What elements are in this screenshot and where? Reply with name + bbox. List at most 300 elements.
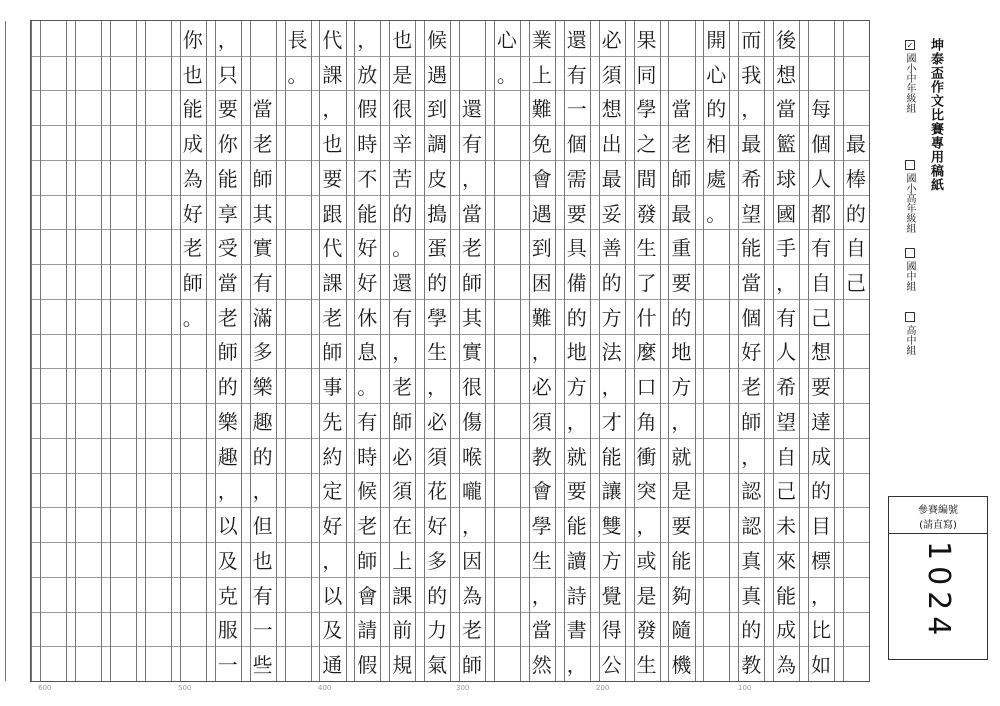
- grid-column: [5, 21, 31, 681]
- manuscript-char: 夠: [671, 583, 692, 608]
- manuscript-char: ，: [322, 548, 343, 573]
- manuscript-char: 遇: [427, 62, 448, 87]
- grid-gap: [171, 21, 180, 681]
- manuscript-char: 也: [252, 548, 273, 573]
- manuscript-char: 很: [462, 375, 482, 400]
- manuscript-char: 都: [811, 201, 831, 226]
- entry-note: (請直寫): [919, 520, 957, 531]
- manuscript-char: 發: [636, 618, 657, 643]
- manuscript-char: 能: [601, 444, 622, 469]
- manuscript-char: 。: [182, 305, 203, 330]
- manuscript-char: 師: [182, 271, 203, 296]
- manuscript-char: 善: [601, 236, 622, 261]
- category-junior-high[interactable]: [902, 248, 917, 291]
- manuscript-char: 希: [741, 166, 762, 191]
- manuscript-char: 望: [776, 409, 797, 434]
- manuscript-char: 以: [322, 583, 343, 608]
- manuscript-char: 先: [322, 409, 343, 434]
- category-elementary-middle[interactable]: [902, 40, 917, 113]
- manuscript-char: 的: [706, 97, 727, 122]
- manuscript-grid: [30, 20, 870, 682]
- grid-gap: [66, 21, 75, 681]
- manuscript-char: 樂: [217, 409, 238, 434]
- manuscript-char: 自: [845, 236, 866, 261]
- manuscript-char: 代: [322, 27, 343, 52]
- manuscript-char: 通: [322, 653, 343, 678]
- manuscript-char: 花: [427, 479, 448, 504]
- grid-column: [75, 21, 101, 681]
- category-senior-high[interactable]: [902, 312, 917, 355]
- manuscript-char: 重: [671, 236, 692, 261]
- manuscript-char: 。: [706, 201, 727, 226]
- manuscript-char: 手: [776, 236, 797, 261]
- manuscript-char: 苦: [392, 166, 413, 191]
- manuscript-char: 學: [427, 305, 448, 330]
- manuscript-char: 真: [741, 583, 762, 608]
- manuscript-char: 衝: [636, 444, 657, 469]
- category-label: 國小中年級組: [904, 53, 915, 113]
- manuscript-char: 老: [392, 375, 413, 400]
- manuscript-char: 目: [811, 514, 831, 539]
- manuscript-char: 師: [462, 271, 482, 296]
- manuscript-char: 老: [252, 132, 273, 157]
- manuscript-char: 最: [741, 132, 762, 157]
- manuscript-char: 認: [741, 479, 762, 504]
- manuscript-char: 如: [811, 653, 831, 678]
- manuscript-char: ，: [811, 583, 831, 608]
- manuscript-char: 生: [427, 340, 448, 365]
- manuscript-char: 是: [671, 479, 692, 504]
- manuscript-char: 想: [776, 62, 797, 87]
- manuscript-char: 隨: [671, 618, 692, 643]
- manuscript-char: 想: [601, 97, 622, 122]
- grid-gap: [311, 21, 320, 681]
- manuscript-char: 想: [811, 340, 831, 365]
- manuscript-char: 每: [811, 97, 831, 122]
- manuscript-char: ，: [357, 27, 378, 52]
- manuscript-char: 假: [357, 97, 378, 122]
- manuscript-char: 須: [392, 479, 413, 504]
- manuscript-char: 心: [496, 27, 517, 52]
- manuscript-char: 的: [845, 201, 866, 226]
- manuscript-char: 公: [601, 653, 622, 678]
- manuscript-char: 教: [741, 653, 762, 678]
- manuscript-char: 好: [182, 201, 203, 226]
- manuscript-char: 的: [427, 583, 448, 608]
- manuscript-char: 困: [531, 271, 552, 296]
- grid-column: [110, 21, 136, 681]
- manuscript-char: ，: [531, 583, 552, 608]
- manuscript-char: 教: [531, 444, 552, 469]
- manuscript-char: ，: [462, 514, 482, 539]
- manuscript-char: 的: [217, 375, 238, 400]
- manuscript-char: 到: [427, 97, 448, 122]
- manuscript-char: 實: [462, 340, 482, 365]
- form-title: 坤泰盃作文比賽專用稿紙: [928, 38, 943, 192]
- manuscript-char: 也: [322, 132, 343, 157]
- grid-column: [145, 21, 171, 681]
- manuscript-char: 到: [531, 236, 552, 261]
- manuscript-char: 有: [252, 583, 273, 608]
- manuscript-char: 享: [217, 201, 238, 226]
- manuscript-char: 才: [601, 409, 622, 434]
- manuscript-char: 學: [636, 97, 657, 122]
- grid-gap: [415, 21, 424, 681]
- manuscript-char: 就: [671, 444, 692, 469]
- manuscript-char: 角: [636, 409, 657, 434]
- manuscript-char: 有: [811, 236, 831, 261]
- manuscript-char: 書: [566, 618, 587, 643]
- manuscript-char: 方: [601, 305, 622, 330]
- manuscript-char: 的: [566, 305, 587, 330]
- category-elementary-upper[interactable]: [902, 160, 917, 233]
- grid-gap: [729, 21, 738, 681]
- manuscript-char: 其: [462, 305, 482, 330]
- manuscript-char: 師: [357, 548, 378, 573]
- manuscript-char: 己: [811, 305, 831, 330]
- manuscript-char: 有: [357, 409, 378, 434]
- manuscript-char: 是: [636, 583, 657, 608]
- manuscript-char: 師: [322, 340, 343, 365]
- manuscript-char: 師: [741, 409, 762, 434]
- divider: [889, 533, 987, 534]
- manuscript-char: 能: [217, 166, 238, 191]
- manuscript-char: 好: [357, 271, 378, 296]
- checkbox-icon[interactable]: [905, 312, 915, 322]
- manuscript-char: 會: [357, 583, 378, 608]
- manuscript-char: 要: [566, 201, 587, 226]
- manuscript-char: 個: [811, 132, 831, 157]
- manuscript-char: 有: [776, 305, 797, 330]
- manuscript-char: ，: [671, 409, 692, 434]
- manuscript-char: 達: [811, 409, 831, 434]
- manuscript-char: 必: [427, 409, 448, 434]
- manuscript-char: 有: [566, 62, 587, 87]
- grid-gap: [380, 21, 389, 681]
- manuscript-char: 之: [636, 132, 657, 157]
- manuscript-char: 成: [776, 618, 797, 643]
- manuscript-char: ，: [601, 375, 622, 400]
- manuscript-char: 個: [741, 305, 762, 330]
- manuscript-char: 能: [741, 236, 762, 261]
- manuscript-char: 突: [636, 479, 657, 504]
- manuscript-char: 好: [322, 514, 343, 539]
- manuscript-char: ，: [636, 514, 657, 539]
- entry-number: 1024: [921, 541, 956, 642]
- manuscript-char: 為: [776, 653, 797, 678]
- manuscript-char: 。: [496, 62, 517, 87]
- manuscript-char: 老: [671, 132, 692, 157]
- manuscript-char: 因: [462, 548, 482, 573]
- grid-gap: [0, 21, 5, 681]
- manuscript-char: 成: [811, 444, 831, 469]
- grid-gap: [346, 21, 355, 681]
- manuscript-char: 要: [566, 479, 587, 504]
- manuscript-char: 定: [322, 479, 343, 504]
- manuscript-char: 約: [322, 444, 343, 469]
- sidebar: [880, 20, 990, 680]
- ruler-mark: 100: [738, 684, 752, 692]
- manuscript-char: 些: [252, 653, 273, 678]
- manuscript-char: 老: [357, 514, 378, 539]
- manuscript-char: 的: [811, 479, 831, 504]
- manuscript-char: 處: [706, 166, 727, 191]
- manuscript-char: 當: [671, 97, 692, 122]
- manuscript-char: 相: [706, 132, 727, 157]
- manuscript-char: 你: [217, 132, 238, 157]
- manuscript-char: 傷: [462, 409, 482, 434]
- manuscript-char: 力: [427, 618, 448, 643]
- manuscript-char: 的: [252, 444, 273, 469]
- manuscript-char: 當: [217, 271, 238, 296]
- manuscript-char: 老: [182, 236, 203, 261]
- manuscript-char: 師: [217, 340, 238, 365]
- manuscript-char: ，: [462, 166, 482, 191]
- manuscript-char: 未: [776, 514, 797, 539]
- manuscript-char: 或: [636, 548, 657, 573]
- manuscript-char: 的: [392, 201, 413, 226]
- manuscript-char: 一: [252, 618, 273, 643]
- manuscript-char: 的: [741, 618, 762, 643]
- manuscript-char: 人: [776, 340, 797, 365]
- manuscript-char: 氣: [427, 653, 448, 678]
- manuscript-char: 好: [357, 236, 378, 261]
- manuscript-char: 就: [566, 444, 587, 469]
- manuscript-char: 為: [462, 583, 482, 608]
- grid-gap: [834, 21, 843, 681]
- manuscript-char: 標: [811, 548, 831, 573]
- manuscript-char: 還: [392, 271, 413, 296]
- manuscript-char: 很: [392, 97, 413, 122]
- manuscript-char: 望: [741, 201, 762, 226]
- manuscript-char: 滿: [252, 305, 273, 330]
- manuscript-char: 樂: [252, 375, 273, 400]
- manuscript-char: 地: [566, 340, 587, 365]
- checkbox-icon[interactable]: [905, 160, 915, 170]
- manuscript-char: ，: [741, 444, 762, 469]
- grid-column: [40, 21, 66, 681]
- manuscript-char: 是: [392, 62, 413, 87]
- manuscript-char: ，: [322, 97, 343, 122]
- manuscript-char: 只: [217, 62, 238, 87]
- manuscript-char: 不: [357, 166, 378, 191]
- manuscript-char: 同: [636, 62, 657, 87]
- manuscript-char: 受: [217, 236, 238, 261]
- manuscript-char: 比: [811, 618, 831, 643]
- entry-number-box: [888, 496, 988, 660]
- manuscript-char: 希: [776, 375, 797, 400]
- ruler-mark: 200: [596, 684, 610, 692]
- grid-gap: [450, 21, 459, 681]
- manuscript-char: 要: [322, 166, 343, 191]
- manuscript-char: 長: [287, 27, 308, 52]
- manuscript-char: 有: [462, 132, 482, 157]
- grid-gap: [485, 21, 494, 681]
- manuscript-char: 有: [392, 305, 413, 330]
- manuscript-char: 嚨: [462, 479, 482, 504]
- manuscript-char: 老: [322, 305, 343, 330]
- ruler-mark: 400: [318, 684, 332, 692]
- manuscript-char: 代: [322, 236, 343, 261]
- manuscript-char: 間: [636, 166, 657, 191]
- manuscript-char: 要: [671, 271, 692, 296]
- manuscript-char: 調: [427, 132, 448, 157]
- manuscript-char: 生: [531, 548, 552, 573]
- grid-column: [843, 21, 869, 681]
- manuscript-char: 個: [566, 132, 587, 157]
- manuscript-char: 必: [601, 27, 622, 52]
- manuscript-char: 服: [217, 618, 238, 643]
- manuscript-char: 然: [531, 653, 552, 678]
- manuscript-char: 一: [566, 97, 587, 122]
- manuscript-char: 也: [392, 27, 413, 52]
- manuscript-char: 難: [531, 305, 552, 330]
- manuscript-char: 棒: [845, 166, 866, 191]
- manuscript-char: 時: [357, 132, 378, 157]
- manuscript-char: 在: [392, 514, 413, 539]
- manuscript-char: 搗: [427, 201, 448, 226]
- manuscript-char: 有: [252, 271, 273, 296]
- manuscript-char: 請: [357, 618, 378, 643]
- manuscript-char: 最: [671, 201, 692, 226]
- manuscript-char: 能: [357, 201, 378, 226]
- manuscript-char: 規: [392, 653, 413, 678]
- manuscript-char: 己: [776, 479, 797, 504]
- manuscript-char: 上: [531, 62, 552, 87]
- manuscript-char: 當: [776, 97, 797, 122]
- ruler-mark: 500: [178, 684, 192, 692]
- manuscript-char: 多: [252, 340, 273, 365]
- manuscript-char: 方: [601, 548, 622, 573]
- manuscript-char: 要: [217, 97, 238, 122]
- manuscript-char: 喉: [462, 444, 482, 469]
- manuscript-char: 課: [322, 271, 343, 296]
- manuscript-char: 須: [601, 62, 622, 87]
- manuscript-char: 具: [566, 236, 587, 261]
- grid-gap: [101, 21, 110, 681]
- manuscript-char: 趣: [217, 444, 238, 469]
- manuscript-char: 方: [566, 375, 587, 400]
- manuscript-char: 備: [566, 271, 587, 296]
- manuscript-char: 的: [427, 271, 448, 296]
- manuscript-char: 果: [636, 27, 657, 52]
- manuscript-char: 能: [776, 583, 797, 608]
- manuscript-char: 師: [462, 653, 482, 678]
- manuscript-char: 還: [462, 97, 482, 122]
- manuscript-char: 雙: [601, 514, 622, 539]
- manuscript-char: 自: [776, 444, 797, 469]
- grid-gap: [799, 21, 808, 681]
- manuscript-char: 而: [741, 27, 762, 52]
- manuscript-char: 能: [566, 514, 587, 539]
- manuscript-char: 能: [182, 97, 203, 122]
- manuscript-char: 認: [741, 514, 762, 539]
- manuscript-char: 籃: [776, 132, 797, 157]
- manuscript-char: 多: [427, 548, 448, 573]
- manuscript-char: 發: [636, 201, 657, 226]
- grid-gap: [520, 21, 529, 681]
- manuscript-char: 免: [531, 132, 552, 157]
- manuscript-char: 生: [636, 653, 657, 678]
- manuscript-char: 讓: [601, 479, 622, 504]
- manuscript-char: 蛋: [427, 236, 448, 261]
- manuscript-char: 師: [392, 409, 413, 434]
- manuscript-char: 己: [845, 271, 866, 296]
- grid-gap: [276, 21, 285, 681]
- grid-gap: [695, 21, 704, 681]
- manuscript-char: 真: [741, 548, 762, 573]
- manuscript-char: ，: [217, 27, 238, 52]
- manuscript-char: 學: [531, 514, 552, 539]
- manuscript-char: 自: [811, 271, 831, 296]
- manuscript-char: 及: [217, 548, 238, 573]
- manuscript-char: 讀: [566, 548, 587, 573]
- manuscript-char: ，: [531, 340, 552, 365]
- manuscript-char: 人: [811, 166, 831, 191]
- manuscript-char: 得: [601, 618, 622, 643]
- grid-column: [494, 21, 520, 681]
- manuscript-char: 克: [217, 583, 238, 608]
- manuscript-char: 息: [357, 340, 378, 365]
- manuscript-char: 事: [322, 375, 343, 400]
- manuscript-char: 也: [182, 62, 203, 87]
- manuscript-char: 。: [357, 375, 378, 400]
- ruler-mark: 300: [456, 684, 470, 692]
- manuscript-char: 其: [252, 201, 273, 226]
- grid-column: [285, 21, 311, 681]
- manuscript-char: 當: [252, 97, 273, 122]
- grid-gap: [764, 21, 773, 681]
- manuscript-char: 我: [741, 62, 762, 87]
- manuscript-char: 前: [392, 618, 413, 643]
- manuscript-char: 了: [636, 271, 657, 296]
- manuscript-char: ，: [776, 271, 797, 296]
- grid-gap: [241, 21, 250, 681]
- manuscript-char: 。: [392, 236, 413, 261]
- checkbox-icon[interactable]: [905, 248, 915, 258]
- manuscript-char: 為: [182, 166, 203, 191]
- manuscript-char: 什: [636, 305, 657, 330]
- manuscript-char: 能: [671, 548, 692, 573]
- manuscript-char: ，: [392, 340, 413, 365]
- manuscript-char: 須: [531, 409, 552, 434]
- manuscript-char: 候: [427, 27, 448, 52]
- manuscript-char: 遇: [531, 201, 552, 226]
- manuscript-char: 必: [531, 375, 552, 400]
- manuscript-char: ，: [217, 479, 238, 504]
- manuscript-char: 老: [217, 305, 238, 330]
- manuscript-char: 必: [392, 444, 413, 469]
- manuscript-char: ，: [252, 479, 273, 504]
- manuscript-char: 師: [671, 166, 692, 191]
- ruler-mark: 600: [38, 684, 52, 692]
- grid-gap: [660, 21, 669, 681]
- manuscript-char: 妥: [601, 201, 622, 226]
- manuscript-char: 課: [322, 62, 343, 87]
- grid-gap: [136, 21, 145, 681]
- manuscript-char: 好: [427, 514, 448, 539]
- manuscript-char: 實: [252, 236, 273, 261]
- manuscript-char: 麼: [636, 340, 657, 365]
- checkbox-checked-icon[interactable]: ✓: [905, 41, 915, 50]
- manuscript-char: 及: [322, 618, 343, 643]
- manuscript-char: 的: [601, 271, 622, 296]
- manuscript-char: ，: [741, 97, 762, 122]
- manuscript-char: 業: [531, 27, 552, 52]
- category-label: 國小高年級組: [904, 173, 915, 233]
- manuscript-char: 方: [671, 375, 692, 400]
- manuscript-char: 一: [217, 653, 238, 678]
